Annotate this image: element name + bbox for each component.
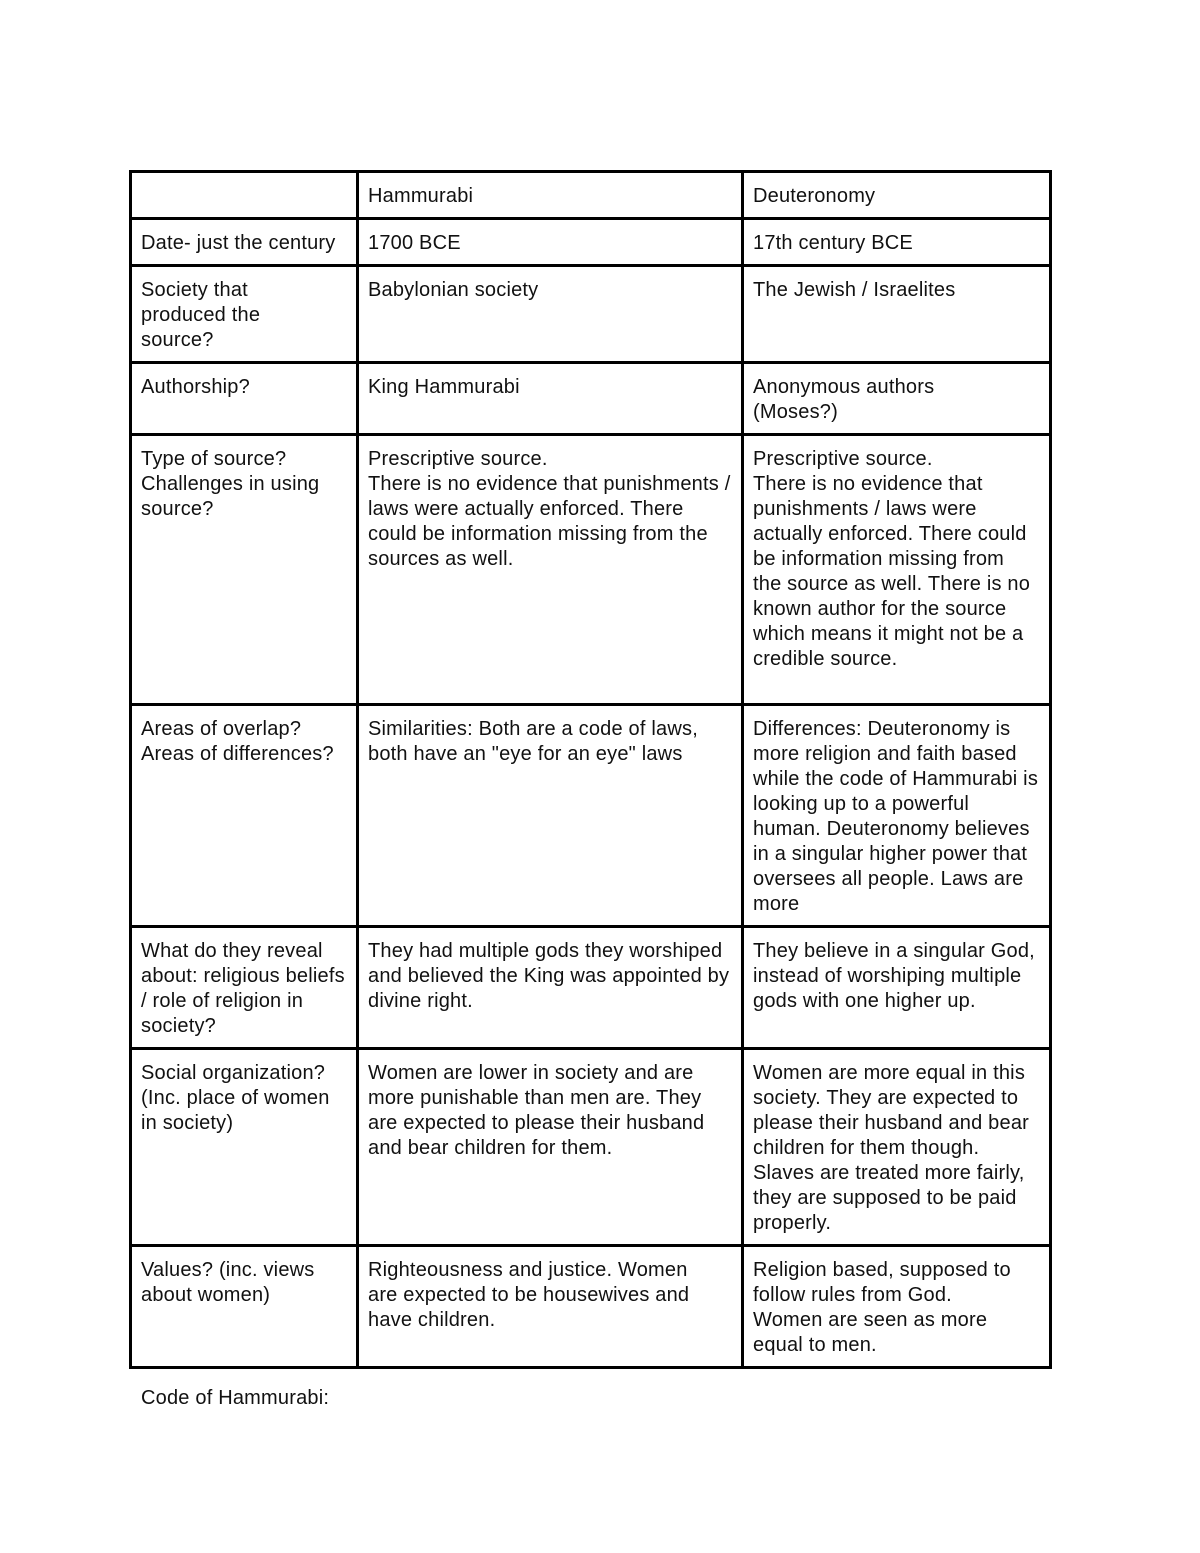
cell-text: Anonymous authors (Moses?) <box>753 376 935 423</box>
deuteronomy-cell <box>743 219 1051 266</box>
hammurabi-cell <box>358 927 743 1049</box>
table-row <box>131 266 1051 363</box>
header-cell-deuteronomy: Deuteronomy <box>743 172 1051 219</box>
hammurabi-cell <box>358 1049 743 1246</box>
table-row <box>131 1049 1051 1246</box>
cell-text: Women are more equal in this society. They are expected to please their husband and bear children for them though. Slaves are treated more fairly, they are supposed to be paid properly. <box>753 1062 1030 1234</box>
cell-text: Authorship? <box>141 376 250 398</box>
hammurabi-cell <box>358 705 743 927</box>
cell-text: Women are lower in society and are more punishable than men are. They are expected to please their husband and bear children for them. <box>368 1062 705 1159</box>
deuteronomy-cell <box>743 1246 1051 1368</box>
cell-text: Similarities: Both are a code of laws, both have an "eye for an eye" laws <box>368 718 698 765</box>
row-label-cell <box>131 363 358 435</box>
row-label-cell <box>131 219 358 266</box>
table-row <box>131 705 1051 927</box>
row-label-cell <box>131 435 358 705</box>
cell-text: Babylonian society <box>368 279 539 301</box>
cell-text: 17th century BCE <box>753 232 913 254</box>
cell-text: They had multiple gods they worshiped and believed the King was appointed by divine right. <box>368 940 730 1012</box>
cell-text: 1700 BCE <box>368 232 461 254</box>
cell-text: Date- just the century <box>141 232 336 254</box>
deuteronomy-cell <box>743 927 1051 1049</box>
cell-text: Social organization? (Inc. place of women in society) <box>141 1062 330 1134</box>
hammurabi-cell <box>358 435 743 705</box>
table-row <box>131 219 1051 266</box>
hammurabi-cell <box>358 363 743 435</box>
header-cell-empty <box>131 172 358 219</box>
row-label-cell <box>131 927 358 1049</box>
table-row <box>131 927 1051 1049</box>
cell-text: Prescriptive source. <box>753 448 933 470</box>
cell-text: Prescriptive source. <box>368 448 548 470</box>
cell-text: Values? (inc. views about women) <box>141 1259 315 1306</box>
table-row <box>131 435 1051 705</box>
deuteronomy-cell <box>743 363 1051 435</box>
row-label-cell <box>131 1246 358 1368</box>
cell-text: Challenges in using source? <box>141 473 320 520</box>
cell-text: Righteousness and justice. Women are expected to be housewives and have children. <box>368 1259 690 1331</box>
footer-note: Code of Hammurabi: <box>141 1387 330 1409</box>
cell-text: Religion based, supposed to follow rules from God. <box>753 1259 1011 1306</box>
cell-text: Type of source? <box>141 448 287 470</box>
cell-text: Women are seen as more equal to men. <box>753 1309 988 1356</box>
cell-text: King Hammurabi <box>368 376 520 398</box>
hammurabi-cell <box>358 266 743 363</box>
cell-text: Areas of overlap? <box>141 718 302 740</box>
row-label-cell <box>131 705 358 927</box>
table-row <box>131 1246 1051 1368</box>
cell-text: What do they reveal about: religious beliefs / role of religion in society? <box>141 940 345 1037</box>
deuteronomy-cell <box>743 435 1051 705</box>
cell-text: The Jewish / Israelites <box>753 279 956 301</box>
deuteronomy-cell <box>743 1049 1051 1246</box>
hammurabi-cell <box>358 1246 743 1368</box>
header-cell-hammurabi: Hammurabi <box>358 172 743 219</box>
comparison-table <box>129 170 1052 1369</box>
cell-text: There is no evidence that punishments / laws were actually enforced. There could be information missing from the source as well. There is no known author for the source which means it might not be a credible source. <box>753 473 1031 670</box>
row-label-cell <box>131 266 358 363</box>
hammurabi-cell <box>358 219 743 266</box>
table-row <box>131 363 1051 435</box>
cell-text: Areas of differences? <box>141 743 334 765</box>
cell-text: There is no evidence that punishments / laws were actually enforced. There could be information missing from the sources as well. <box>368 473 731 570</box>
cell-text: Differences: Deuteronomy is more religion and faith based while the code of Hammurabi is looking up to a powerful human. Deuteronomy believes in a singular higher power that oversees all people. Laws are more <box>753 718 1039 915</box>
comparison-table-body <box>131 172 1051 1368</box>
cell-text: They believe in a singular God, instead of worshiping multiple gods with one higher up. <box>753 940 1035 1012</box>
deuteronomy-cell <box>743 266 1051 363</box>
cell-text: Society that produced the source? <box>141 279 261 351</box>
row-label-cell <box>131 1049 358 1246</box>
deuteronomy-cell <box>743 705 1051 927</box>
table-header-row <box>131 172 1051 219</box>
